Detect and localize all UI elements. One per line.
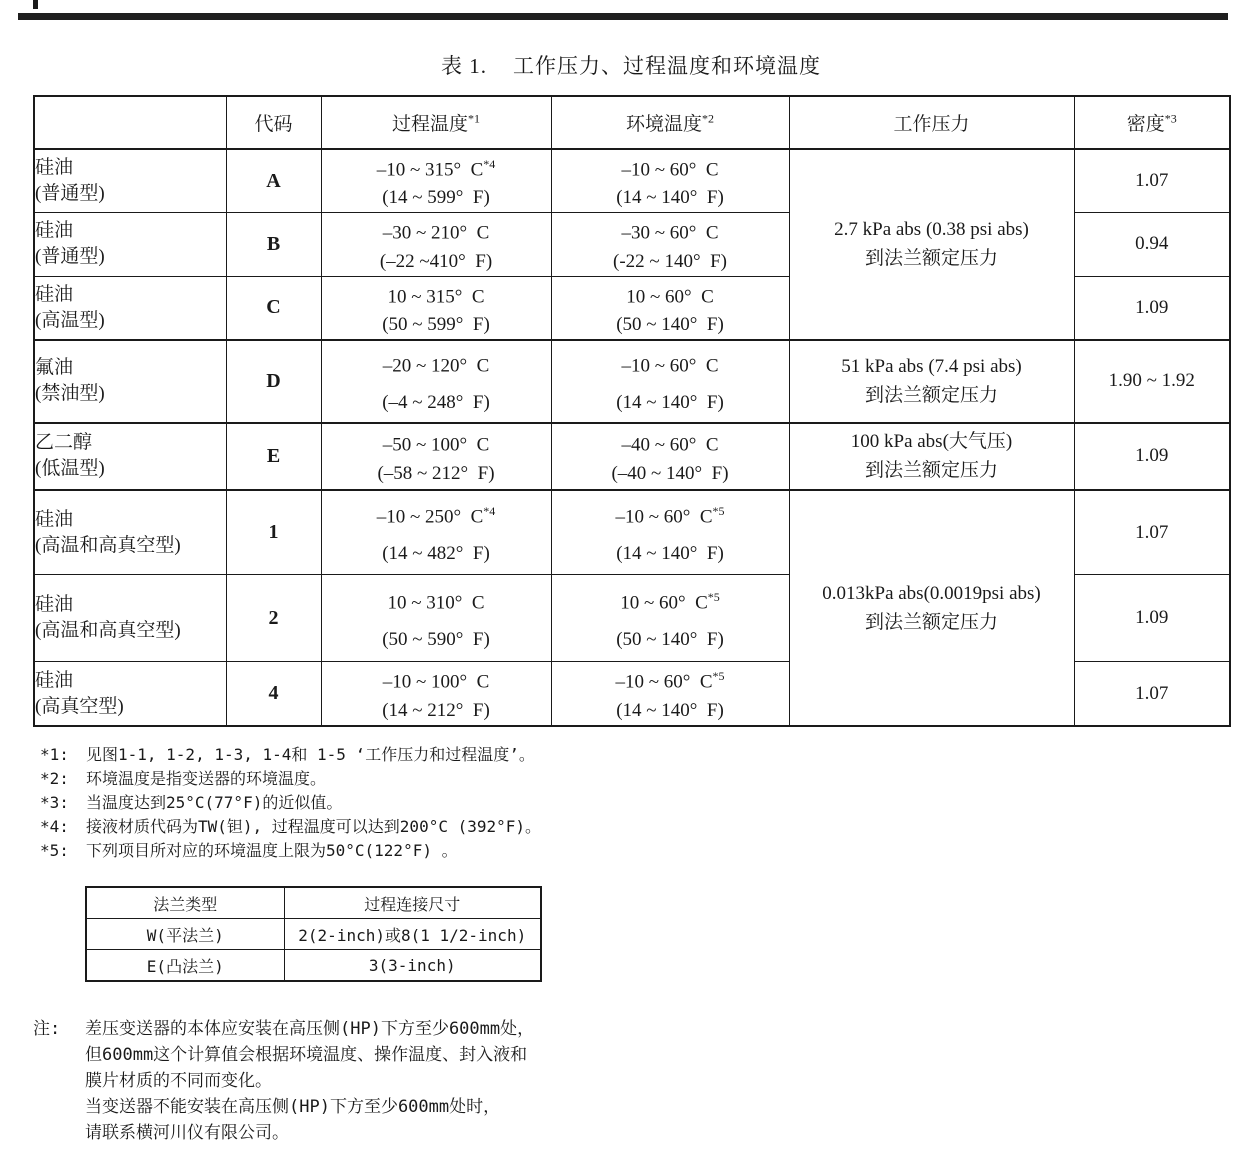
pressure-cell: 51 kPa abs (7.4 psi abs) 到法兰额定压力: [789, 340, 1074, 423]
note-line: 但600mm这个计算值会根据环境温度、操作温度、封入液和: [85, 1045, 528, 1065]
ambient-temp-cell: –40 ~ 60° C (–40 ~ 140° F): [551, 423, 789, 490]
table-number: 表 1.: [441, 54, 487, 78]
code-cell: C: [226, 276, 321, 340]
flange-header-row: [86, 887, 541, 919]
footnote-label: *3:: [40, 793, 69, 812]
page-edge-tick: [33, 0, 38, 9]
header-ambient-temp: 环境温度$^{*2}$: [551, 96, 789, 149]
ambient-temp-cell: –10 ~ 60° $C^{*5}$ (14 ~ 140° F): [551, 662, 789, 726]
top-rule-bar: [18, 13, 1228, 20]
material-cell: 乙二醇 (低温型): [34, 423, 226, 490]
footnote-item: [40, 743, 541, 767]
footnote-label: *4:: [40, 817, 69, 836]
process-connection-header: 过程连接尺寸: [284, 887, 541, 919]
flange-type-cell: E(凸法兰): [86, 950, 284, 982]
footnote-item: [40, 767, 541, 791]
process-connection-cell: 2(2-inch)或8(1 1/2-inch): [284, 919, 541, 950]
footnote-text: 环境温度是指变送器的环境温度。: [86, 769, 327, 788]
footnotes: [40, 743, 541, 863]
density-cell: 1.09: [1074, 423, 1230, 490]
footnote-item: [40, 791, 541, 815]
flange-type-header: 法兰类型: [86, 887, 284, 919]
footnote-text: 接液材质代码为TW(钽), 过程温度可以达到200°C (392°F)。: [86, 817, 542, 836]
footnote-label: *2:: [40, 769, 69, 788]
flange-table: [85, 886, 542, 982]
ambient-temp-cell: –30 ~ 60° C (-22 ~ 140° F): [551, 213, 789, 276]
material-cell: 硅油 (普通型): [34, 213, 226, 276]
process-temp-cell: 10 ~ 315° C (50 ~ 599° F): [321, 276, 551, 340]
density-cell: 1.09: [1074, 276, 1230, 340]
material-cell: 硅油 (普通型): [34, 149, 226, 213]
header-process-temp: 过程温度$^{*1}$: [321, 96, 551, 149]
note-body: [85, 1016, 534, 1146]
process-temp-cell: –30 ~ 210° C (–22 ~410° F): [321, 213, 551, 276]
ambient-temp-cell: –10 ~ 60° C (14 ~ 140° F): [551, 149, 789, 213]
header-code: 代码: [226, 96, 321, 149]
material-cell: 氟油 (禁油型): [34, 340, 226, 423]
process-connection-cell: 3(3-inch): [284, 950, 541, 982]
footnote-label: *1:: [40, 745, 69, 764]
page-title: [33, 50, 1229, 80]
table-row: [86, 919, 541, 950]
process-temp-cell: 10 ~ 310° C (50 ~ 590° F): [321, 575, 551, 662]
ambient-temp-cell: 10 ~ 60° $C^{*5}$ (50 ~ 140° F): [551, 575, 789, 662]
pressure-cell: 100 kPa abs(大气压) 到法兰额定压力: [789, 423, 1074, 490]
header-working-pressure: 工作压力: [789, 96, 1074, 149]
table-row: [34, 149, 1230, 213]
footnote-item: [40, 839, 541, 863]
code-cell: 2: [226, 575, 321, 662]
table-row: [34, 340, 1230, 423]
header-density: 密度$^{*3}$: [1074, 96, 1230, 149]
note-line: 差压变送器的本体应安装在高压侧(HP)下方至少600mm处，: [85, 1019, 535, 1039]
material-cell: 硅油 (高温型): [34, 276, 226, 340]
process-temp-cell: –10 ~ 250° $C^{*4}$ (14 ~ 482° F): [321, 490, 551, 575]
density-cell: 1.90 ~ 1.92: [1074, 340, 1230, 423]
density-cell: 0.94: [1074, 213, 1230, 276]
header-row: [34, 96, 1230, 149]
ambient-temp-cell: –10 ~ 60° C (14 ~ 140° F): [551, 340, 789, 423]
code-cell: D: [226, 340, 321, 423]
footnote-text: 下列项目所对应的环境温度上限为50°C(122°F) 。: [86, 841, 458, 860]
ambient-temp-cell: 10 ~ 60° C (50 ~ 140° F): [551, 276, 789, 340]
density-cell: 1.07: [1074, 490, 1230, 575]
code-cell: 1: [226, 490, 321, 575]
footnote-label: *5:: [40, 841, 69, 860]
note-label: 注:: [33, 1019, 61, 1039]
material-cell: 硅油 (高温和高真空型): [34, 575, 226, 662]
material-cell: 硅油 (高温和高真空型): [34, 490, 226, 575]
code-cell: B: [226, 213, 321, 276]
density-cell: 1.07: [1074, 149, 1230, 213]
pressure-cell: 2.7 kPa abs (0.38 psi abs) 到法兰额定压力: [789, 149, 1074, 340]
table-row: [34, 490, 1230, 575]
table-row: [86, 950, 541, 982]
footnote-text: 见图1-1, 1-2, 1-3, 1-4和 1-5 ‘工作压力和过程温度’。: [86, 745, 535, 764]
table-title-text: 工作压力、过程温度和环境温度: [513, 54, 821, 78]
code-cell: E: [226, 423, 321, 490]
bottom-note: [33, 1016, 534, 1146]
process-temp-cell: –10 ~ 100° C (14 ~ 212° F): [321, 662, 551, 726]
density-cell: 1.07: [1074, 662, 1230, 726]
density-cell: 1.09: [1074, 575, 1230, 662]
material-cell: 硅油 (高真空型): [34, 662, 226, 726]
header-material: [34, 96, 226, 149]
process-temp-cell: –50 ~ 100° C (–58 ~ 212° F): [321, 423, 551, 490]
note-line: 请联系横河川仪有限公司。: [85, 1123, 289, 1143]
note-line: 当变送器不能安装在高压侧(HP)下方至少600mm处时，: [85, 1097, 501, 1117]
process-temp-cell: –20 ~ 120° C (–4 ~ 248° F): [321, 340, 551, 423]
footnote-item: [40, 815, 541, 839]
ambient-temp-cell: –10 ~ 60° $C^{*5}$ (14 ~ 140° F): [551, 490, 789, 575]
table-row: [34, 423, 1230, 490]
code-cell: 4: [226, 662, 321, 726]
flange-type-cell: W(平法兰): [86, 919, 284, 950]
note-line: 膜片材质的不同而变化。: [85, 1071, 272, 1091]
pressure-cell: 0.013kPa abs(0.0019psi abs) 到法兰额定压力: [789, 490, 1074, 726]
process-temp-cell: –10 ~ 315° $C^{*4}$ (14 ~ 599° F): [321, 149, 551, 213]
code-cell: A: [226, 149, 321, 213]
footnote-text: 当温度达到25°C(77°F)的近似值。: [86, 793, 343, 812]
main-table: [33, 95, 1231, 727]
